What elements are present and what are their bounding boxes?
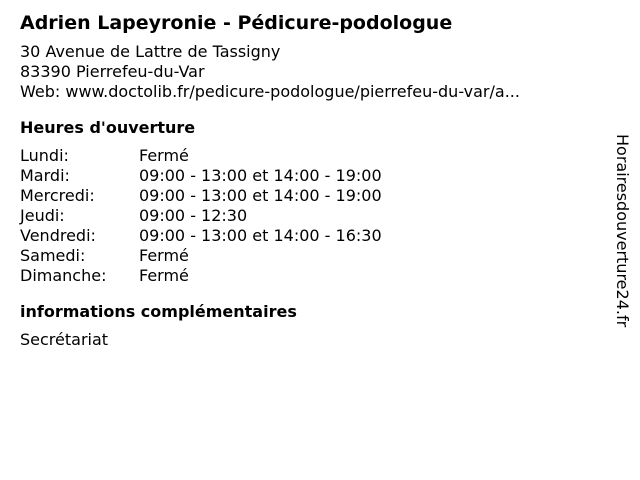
day-label: Jeudi:	[20, 206, 65, 225]
hours-row-lundi	[20, 146, 600, 166]
day-hours: Fermé	[139, 266, 189, 285]
day-hours: Fermé	[139, 146, 189, 165]
business-card	[20, 10, 600, 350]
day-label: Mardi:	[20, 166, 70, 185]
day-label: Samedi:	[20, 246, 86, 265]
hours-row-dimanche	[20, 266, 600, 286]
address-street: 30 Avenue de Lattre de Tassigny	[20, 42, 281, 61]
hours-table	[20, 146, 600, 286]
hours-heading: Heures d'ouverture	[20, 118, 196, 137]
day-hours: 09:00 - 12:30	[139, 206, 248, 225]
watermark-text: Horairesdouverture24.fr	[613, 134, 632, 328]
day-label: Mercredi:	[20, 186, 95, 205]
hours-row-jeudi	[20, 206, 600, 226]
day-label: Dimanche:	[20, 266, 107, 285]
site-watermark	[612, 134, 632, 344]
hours-row-vendredi	[20, 226, 600, 246]
day-hours: 09:00 - 13:00 et 14:00 - 16:30	[139, 226, 382, 245]
info-text: Secrétariat	[20, 330, 109, 349]
day-hours: 09:00 - 13:00 et 14:00 - 19:00	[139, 166, 382, 185]
info-heading: informations complémentaires	[20, 302, 297, 321]
website-link[interactable]: Web: www.doctolib.fr/pedicure-podologue/pierrefeu-du-var/a...	[20, 82, 520, 101]
day-hours: 09:00 - 13:00 et 14:00 - 19:00	[139, 186, 382, 205]
hours-row-samedi	[20, 246, 600, 266]
day-hours: Fermé	[139, 246, 189, 265]
hours-row-mercredi	[20, 186, 600, 206]
hours-row-mardi	[20, 166, 600, 186]
business-title: Adrien Lapeyronie - Pédicure-podologue	[20, 12, 453, 34]
day-label: Lundi:	[20, 146, 69, 165]
address-city: 83390 Pierrefeu-du-Var	[20, 62, 205, 81]
day-label: Vendredi:	[20, 226, 96, 245]
